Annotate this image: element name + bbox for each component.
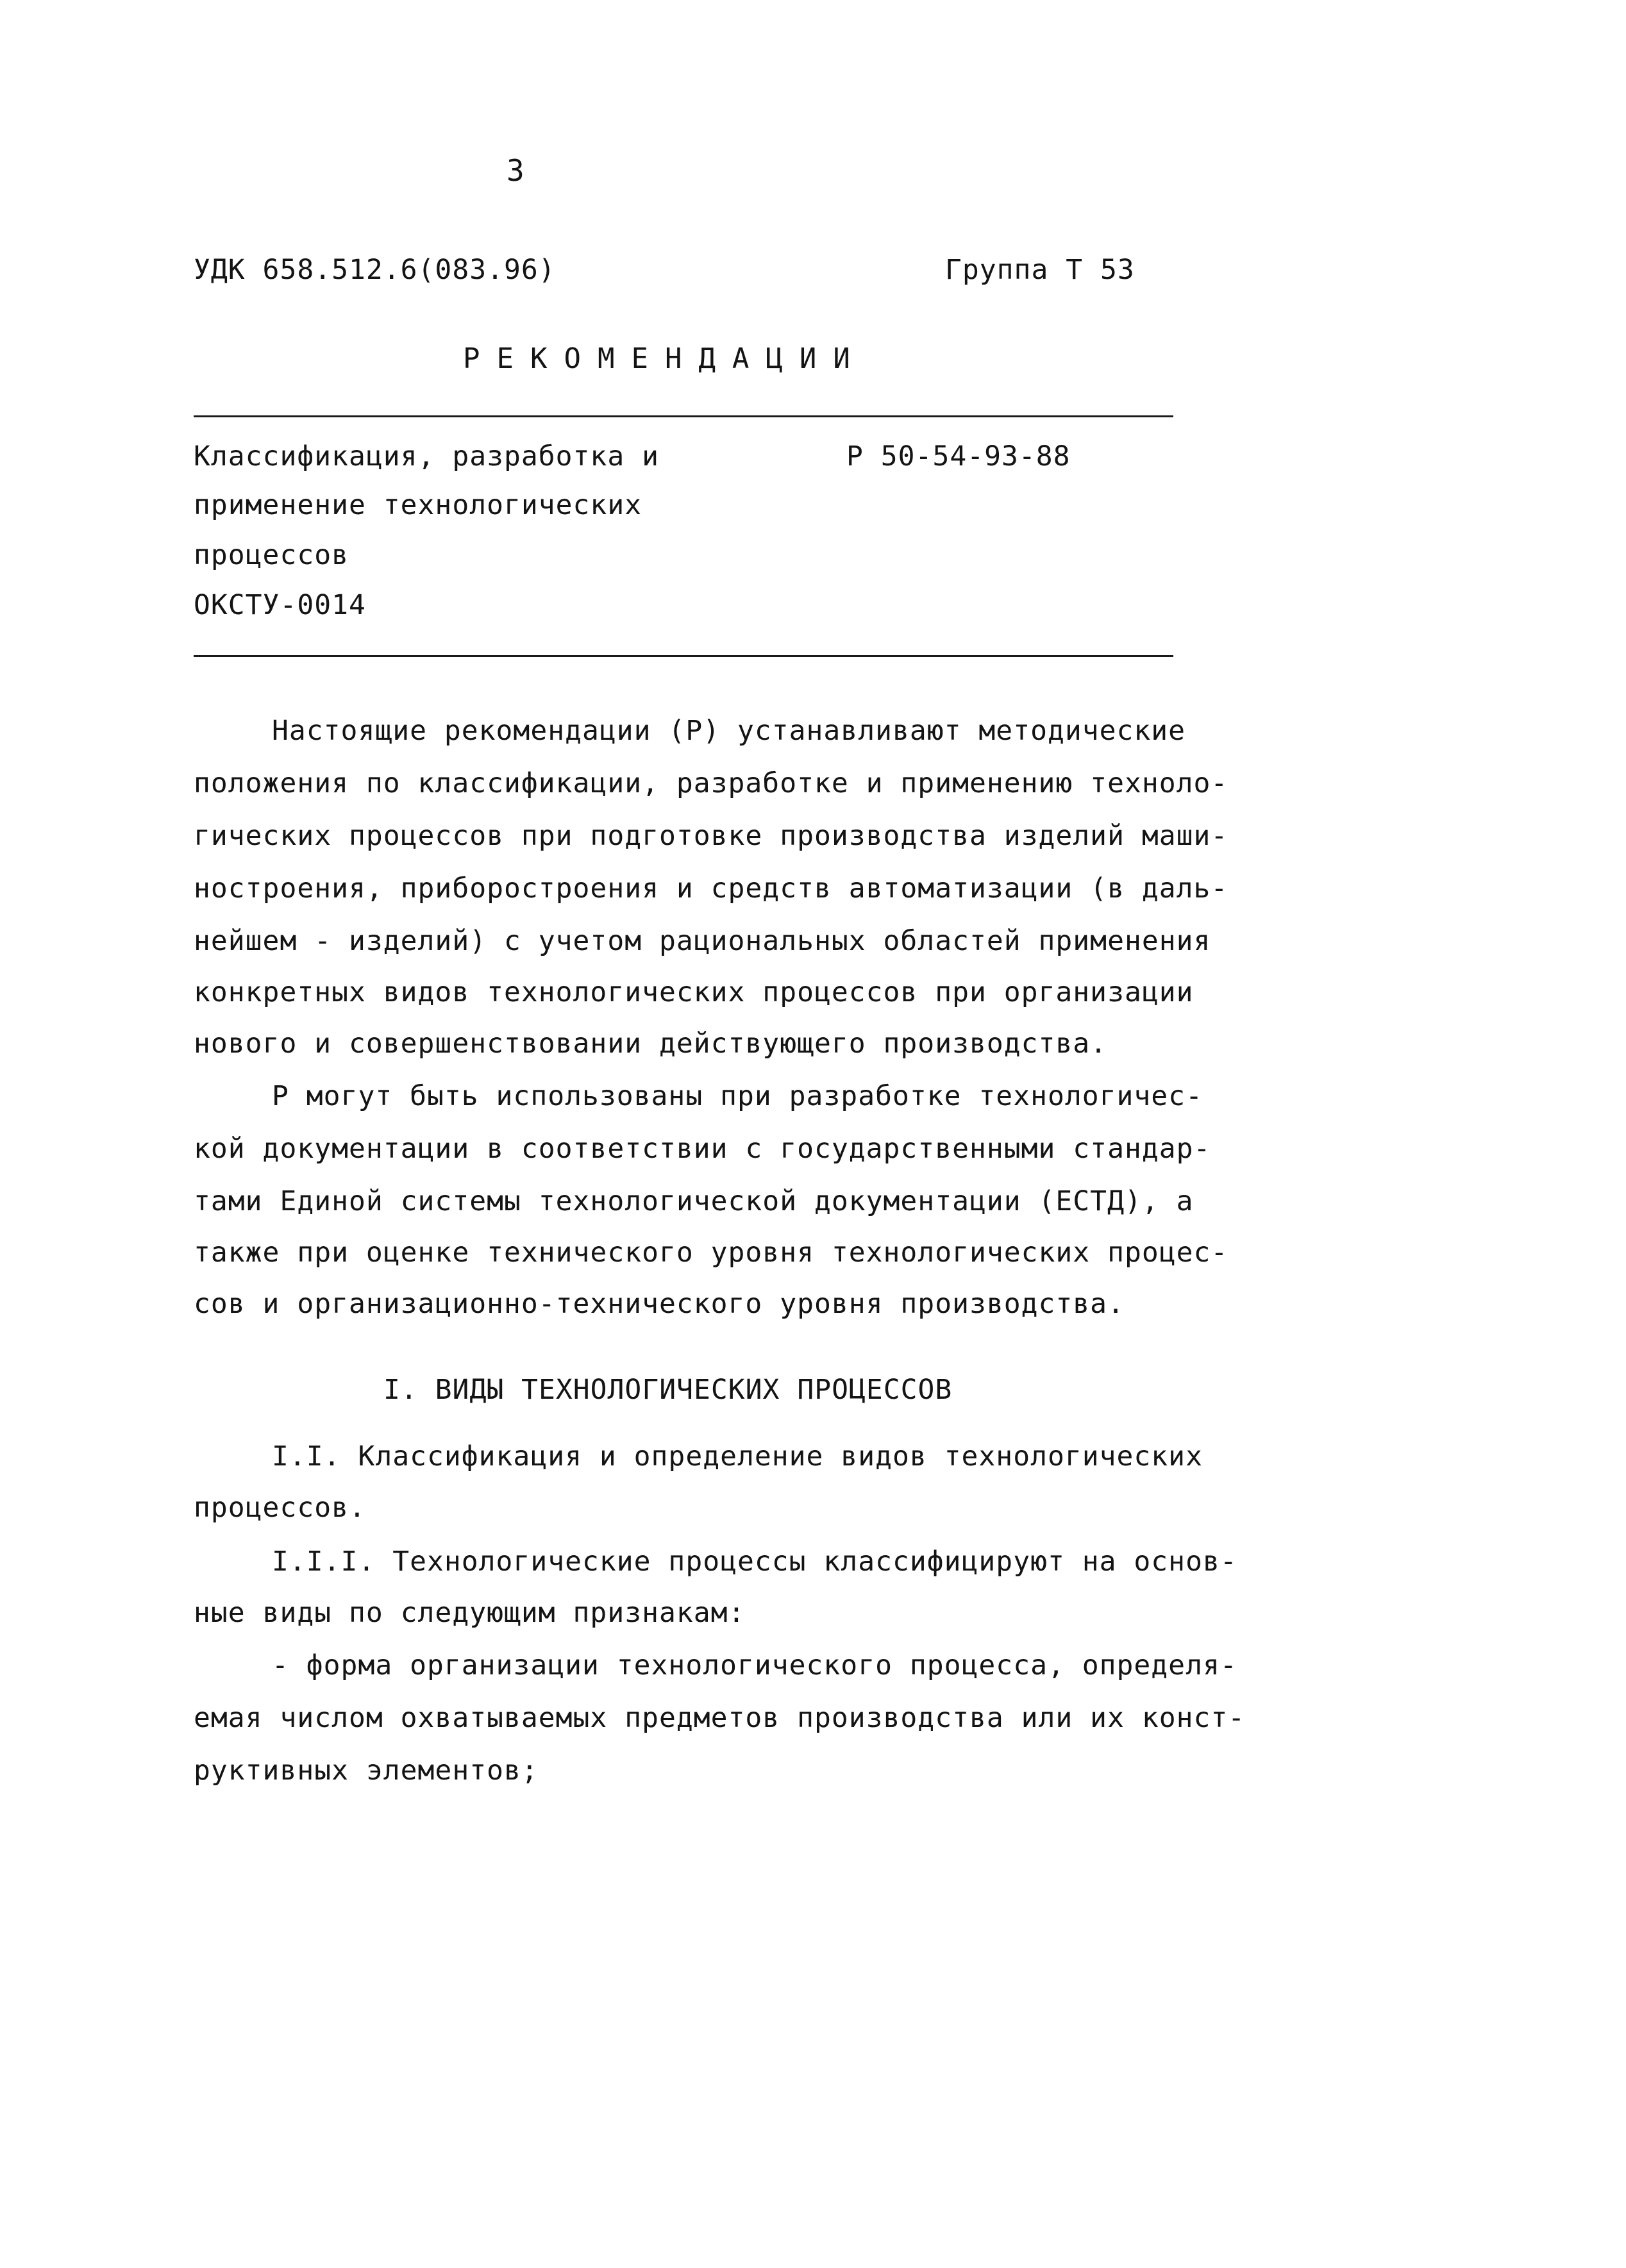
clause-line: ные виды по следующим признакам:: [194, 1597, 746, 1629]
intro-line: ностроения, приборостроения и средств автоматизации (в даль-: [194, 872, 1228, 905]
title-line: процессов: [194, 539, 349, 571]
usage-line: Р могут быть использованы при разработке технологичес-: [272, 1080, 1203, 1112]
intro-line: гических процессов при подготовке производства изделий маши-: [194, 820, 1228, 852]
bullet-line: руктивных элементов;: [194, 1755, 539, 1787]
usage-line: сов и организационно-технического уровня производства.: [194, 1288, 1125, 1320]
subsection-line: процессов.: [194, 1492, 366, 1524]
udk-code: УДК 658.512.6(083.96): [194, 254, 556, 286]
intro-line: нейшем - изделий) с учетом рациональных областей применения: [194, 925, 1211, 957]
usage-line: также при оценке технического уровня технологических процес-: [194, 1237, 1228, 1269]
document-code: Р 50-54-93-88: [846, 440, 1071, 472]
title-line: Классификация, разработка и: [194, 440, 659, 472]
usage-line: кой документации в соответствии с государственными стандар-: [194, 1133, 1211, 1165]
title-line: ОКСТУ-0014: [194, 589, 366, 621]
title-top-rule: [194, 415, 1173, 417]
title-line: применение технологических: [194, 489, 642, 521]
intro-line: положения по классификации, разработке и применению техноло-: [194, 767, 1228, 799]
group-code: Группа Т 53: [945, 254, 1135, 286]
intro-line: нового и совершенствовании действующего производства.: [194, 1028, 1108, 1060]
bullet-line: емая числом охватываемых предметов производства или их конст-: [194, 1702, 1246, 1734]
usage-line: тами Единой системы технологической документации (ЕСТД), а: [194, 1185, 1194, 1217]
section-heading: I. ВИДЫ ТЕХНОЛОГИЧЕСКИХ ПРОЦЕССОВ: [383, 1374, 953, 1406]
subsection-line: I.I. Классификация и определение видов технологических: [272, 1440, 1203, 1472]
intro-line: конкретных видов технологических процессов при организации: [194, 976, 1194, 1008]
bullet-line: - форма организации технологического процесса, определя-: [272, 1649, 1237, 1681]
page-number: 3: [507, 153, 525, 188]
document-type-heading: РЕКОМЕНДАЦИИ: [463, 342, 867, 375]
intro-line: Настоящие рекомендации (Р) устанавливают методические: [272, 715, 1186, 747]
title-bottom-rule: [194, 655, 1173, 657]
clause-line: I.I.I. Технологические процессы классифицируют на основ-: [272, 1546, 1237, 1578]
